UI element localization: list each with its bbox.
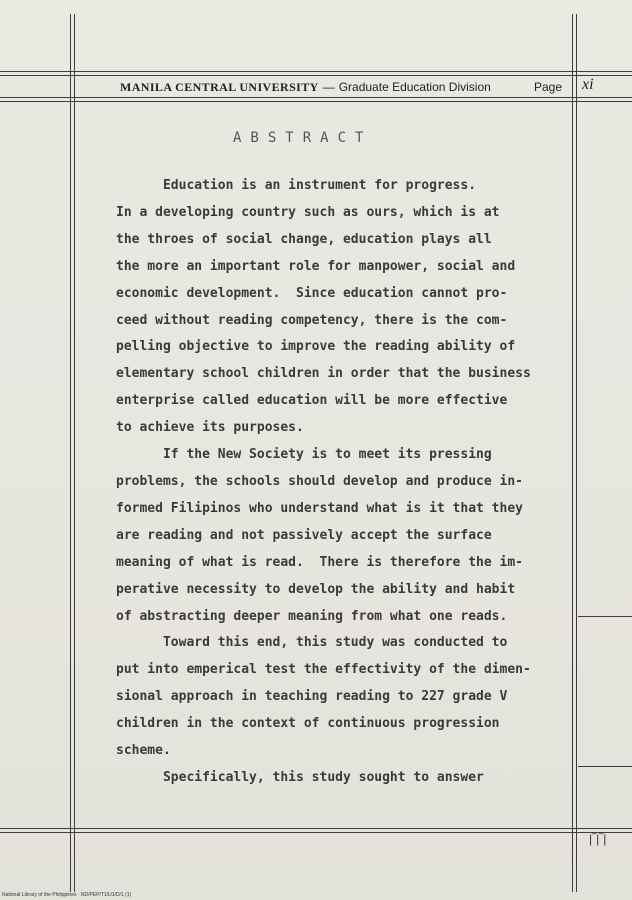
text-line: formed Filipinos who understand what is it that they: [116, 500, 523, 516]
header-bottom-rule-inner: [0, 101, 632, 102]
university-name: MANILA CENTRAL UNIVERSITY: [120, 79, 319, 94]
text-line: Specifically, this study sought to answer: [116, 769, 484, 785]
text-line: are reading and not passively accept the surface: [116, 527, 492, 543]
text-line: Education is an instrument for progress.: [116, 178, 477, 193]
abstract-title: ABSTRACT: [233, 130, 373, 146]
abstract-body: [116, 173, 561, 792]
header-top-rule: [0, 71, 632, 72]
division-name: Graduate Education Division: [338, 80, 491, 94]
text-line: economic development. Since education cannot pro-: [116, 285, 508, 301]
text-line: elementary school children in order that the business: [116, 366, 531, 382]
text-line: In a developing country such as ours, which is at: [116, 204, 500, 220]
page-label: Page: [533, 80, 562, 94]
right-margin-rule: [572, 14, 573, 892]
text-line: the more an important role for manpower, social and: [116, 258, 516, 274]
footer-rule: [0, 828, 632, 829]
text-line: put into emperical test the effectivity of the dimen-: [116, 662, 531, 678]
text-line: perative necessity to develop the ability and habit: [116, 581, 516, 597]
text-line: sional approach in teaching reading to 227 grade V: [116, 689, 508, 705]
text-line: meaning of what is read. There is therefore the im-: [116, 554, 523, 570]
text-line: If the New Society is to meet its pressing: [116, 447, 492, 463]
right-margin-mark: [578, 616, 632, 617]
left-margin-rule: [70, 14, 71, 892]
text-line: of abstracting deeper meaning from what one reads.: [116, 608, 508, 624]
right-margin-mark-lower: [578, 766, 632, 767]
text-line: problems, the schools should develop and produce in-: [116, 473, 523, 489]
right-margin-rule-inner: [576, 14, 577, 892]
text-line: children in the context of continuous progression: [116, 716, 500, 732]
text-line: pelling objective to improve the reading ability of: [116, 339, 516, 355]
page-number: xi: [582, 76, 594, 93]
text-line: Toward this end, this study was conducted to: [116, 635, 508, 651]
letterhead: [78, 75, 572, 99]
text-line: enterprise called education will be more effective: [116, 393, 508, 409]
text-line: ceed without reading competency, there is the com-: [116, 312, 508, 328]
archive-footer-id: National Library of the Philippines · ND/PEP/T1/U1/D/1 (1): [2, 892, 132, 898]
left-margin-rule-inner: [74, 14, 75, 892]
margin-tick-marks: |‾|‾|: [589, 832, 607, 846]
text-line: the throes of social change, education plays all: [116, 231, 492, 247]
text-line: scheme.: [116, 743, 171, 759]
text-line: to achieve its purposes.: [116, 420, 304, 436]
footer-rule-inner: [0, 832, 632, 833]
header-dash: —: [322, 80, 335, 94]
